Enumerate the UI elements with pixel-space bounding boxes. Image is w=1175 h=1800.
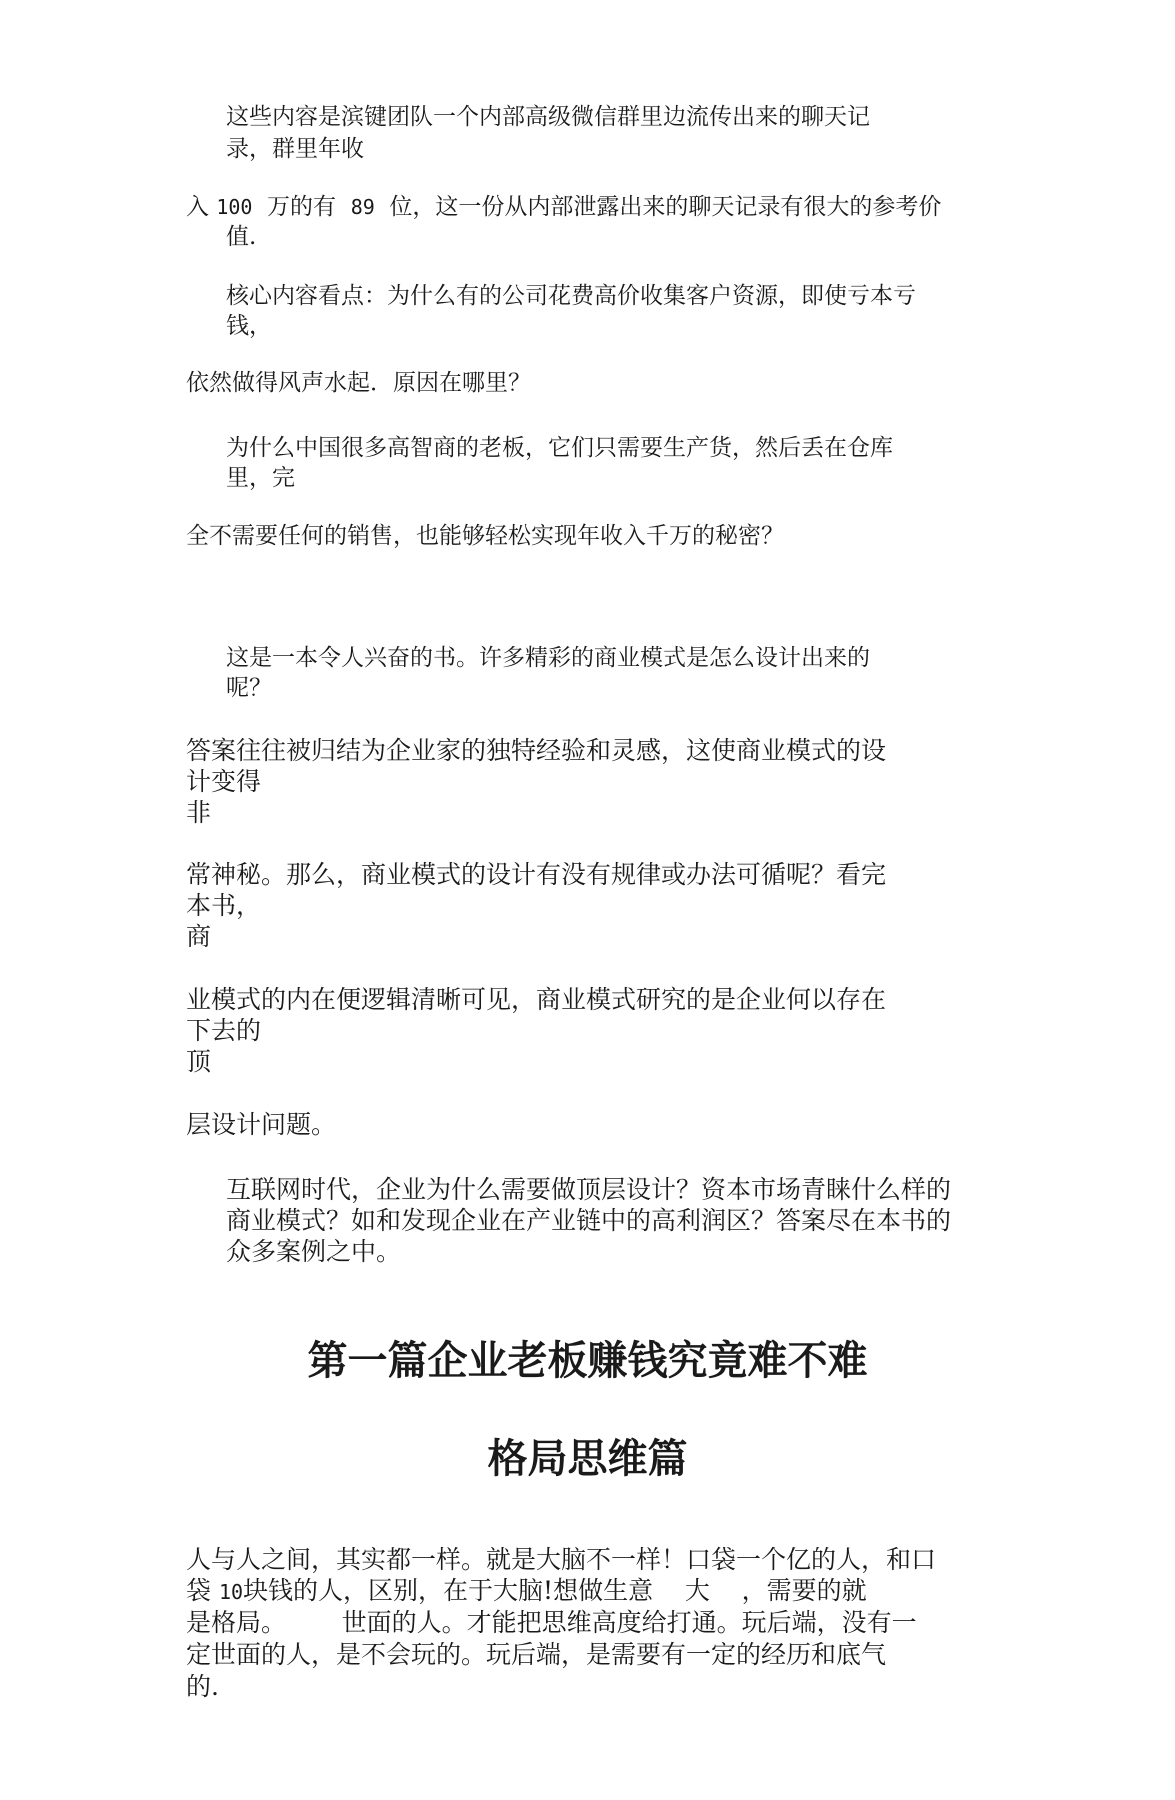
paragraph-line: 里，完 bbox=[226, 465, 295, 491]
paragraph-line bbox=[186, 192, 941, 222]
text-run: 万的有 bbox=[252, 194, 351, 220]
paragraph-line: 计变得 bbox=[186, 767, 262, 796]
text-run: 位，这一份从内部泄露出来的聊天记录有很大的参考价 bbox=[374, 194, 942, 220]
paragraph-line: 常神秘。那么，商业模式的设计有没有规律或办法可循呢？看完 bbox=[186, 860, 887, 889]
paragraph-line: 录，群里年收 bbox=[226, 136, 364, 162]
section-heading: 格局思维篇 bbox=[487, 1435, 688, 1482]
paragraph-line: 业模式的内在便逻辑清晰可见，商业模式研究的是企业何以存在 bbox=[186, 985, 887, 1014]
text-run: 袋 bbox=[186, 1576, 219, 1605]
paragraph-line: 为什么中国很多高智商的老板，它们只需要生产货，然后丢在仓库 bbox=[226, 435, 893, 461]
body-line: 人与人之间，其实都一样。就是大脑不一样！口袋一个亿的人，和口 bbox=[186, 1545, 937, 1574]
body-line: 的. bbox=[186, 1672, 219, 1701]
paragraph-line: 钱， bbox=[226, 313, 272, 339]
body-line: 是格局。 世面的人。才能把思维高度给打通。玩后端，没有一 bbox=[186, 1608, 917, 1637]
paragraph-line: 商 bbox=[186, 922, 212, 951]
body-line: 定世面的人，是不会玩的。玩后端，是需要有一定的经历和底气 bbox=[186, 1640, 887, 1669]
paragraph-line: 互联网时代，企业为什么需要做顶层设计？资本市场青睐什么样的 bbox=[226, 1175, 952, 1204]
number-10: 10 bbox=[218, 1580, 244, 1604]
paragraph-line: 值. bbox=[226, 224, 257, 250]
paragraph-line: 众多案例之中。 bbox=[226, 1237, 402, 1266]
paragraph-line: 这些内容是滨键团队一个内部高级微信群里边流传出来的聊天记 bbox=[226, 104, 870, 130]
paragraph-line: 本书， bbox=[186, 891, 262, 920]
chapter-heading: 第一篇企业老板赚钱究竟难不难 bbox=[307, 1337, 868, 1384]
paragraph-line: 呢？ bbox=[226, 675, 272, 701]
paragraph-line: 顶 bbox=[186, 1047, 212, 1076]
text-run: 入 bbox=[186, 194, 217, 220]
body-line bbox=[186, 1576, 867, 1607]
paragraph-line: 依然做得风声水起．原因在哪里？ bbox=[186, 370, 531, 396]
paragraph-line: 商业模式？如和发现企业在产业链中的高利润区？答案尽在本书的 bbox=[226, 1206, 952, 1235]
paragraph-line: 下去的 bbox=[186, 1016, 262, 1045]
number-89: 89 bbox=[350, 195, 375, 219]
paragraph-line: 核心内容看点：为什么有的公司花费高价收集客户资源，即使亏本亏 bbox=[226, 283, 916, 309]
paragraph-line: 层设计问题。 bbox=[186, 1110, 337, 1139]
paragraph-line: 非 bbox=[186, 798, 212, 827]
text-run: 块钱的人，区别，在于大脑!想做生意 大 ，需要的就 bbox=[243, 1576, 867, 1605]
paragraph-line: 这是一本令人兴奋的书。许多精彩的商业模式是怎么设计出来的 bbox=[226, 645, 870, 671]
paragraph-line: 全不需要任何的销售，也能够轻松实现年收入千万的秘密？ bbox=[186, 523, 784, 549]
number-100: 100 bbox=[216, 195, 253, 219]
paragraph-line: 答案往往被归结为企业家的独特经验和灵感，这使商业模式的设 bbox=[186, 736, 887, 765]
